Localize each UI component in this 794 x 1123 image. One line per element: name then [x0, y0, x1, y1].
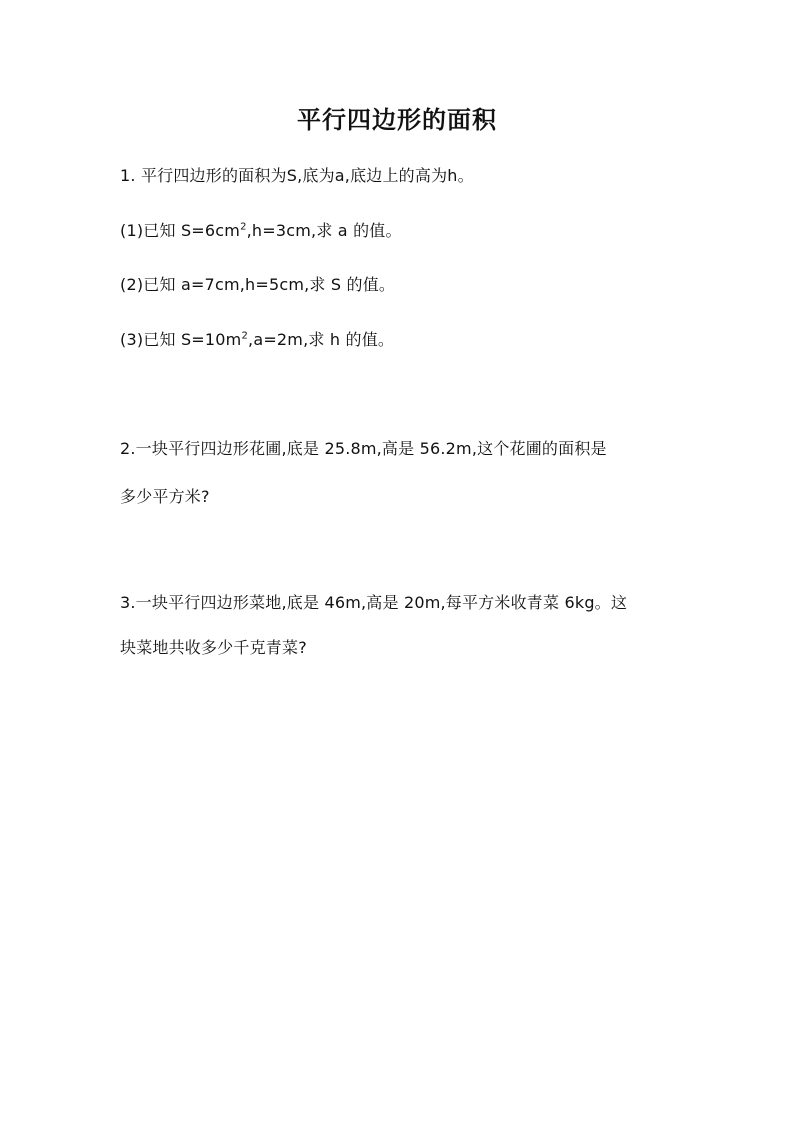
page-title: 平行四边形的面积	[297, 105, 497, 134]
question-1-part-1	[120, 218, 402, 241]
question-1-part-1-after: ,h=3cm,求 a 的值。	[246, 221, 402, 240]
question-1-stem: 1. 平行四边形的面积为S,底为a,底边上的高为h。	[120, 166, 474, 185]
question-1-part-3-after: ,a=2m,求 h 的值。	[248, 330, 395, 349]
question-2-line-2: 多少平方米?	[120, 487, 210, 506]
question-1-part-1-before: (1)已知 S=6cm	[120, 221, 241, 240]
question-1-part-2: (2)已知 a=7cm,h=5cm,求 S 的值。	[120, 275, 396, 294]
question-1-part-3	[120, 327, 394, 350]
question-1-part-3-superscript: 2	[241, 330, 249, 342]
question-3-line-1: 3.一块平行四边形菜地,底是 46m,高是 20m,每平方米收青菜 6kg。这	[120, 593, 628, 612]
question-3-line-2: 块菜地共收多少千克青菜?	[120, 638, 307, 657]
question-2-line-1: 2.一块平行四边形花圃,底是 25.8m,高是 56.2m,这个花圃的面积是	[120, 439, 607, 458]
question-1-part-3-before: (3)已知 S=10m	[120, 330, 242, 349]
question-1-part-1-superscript: 2	[240, 221, 247, 233]
